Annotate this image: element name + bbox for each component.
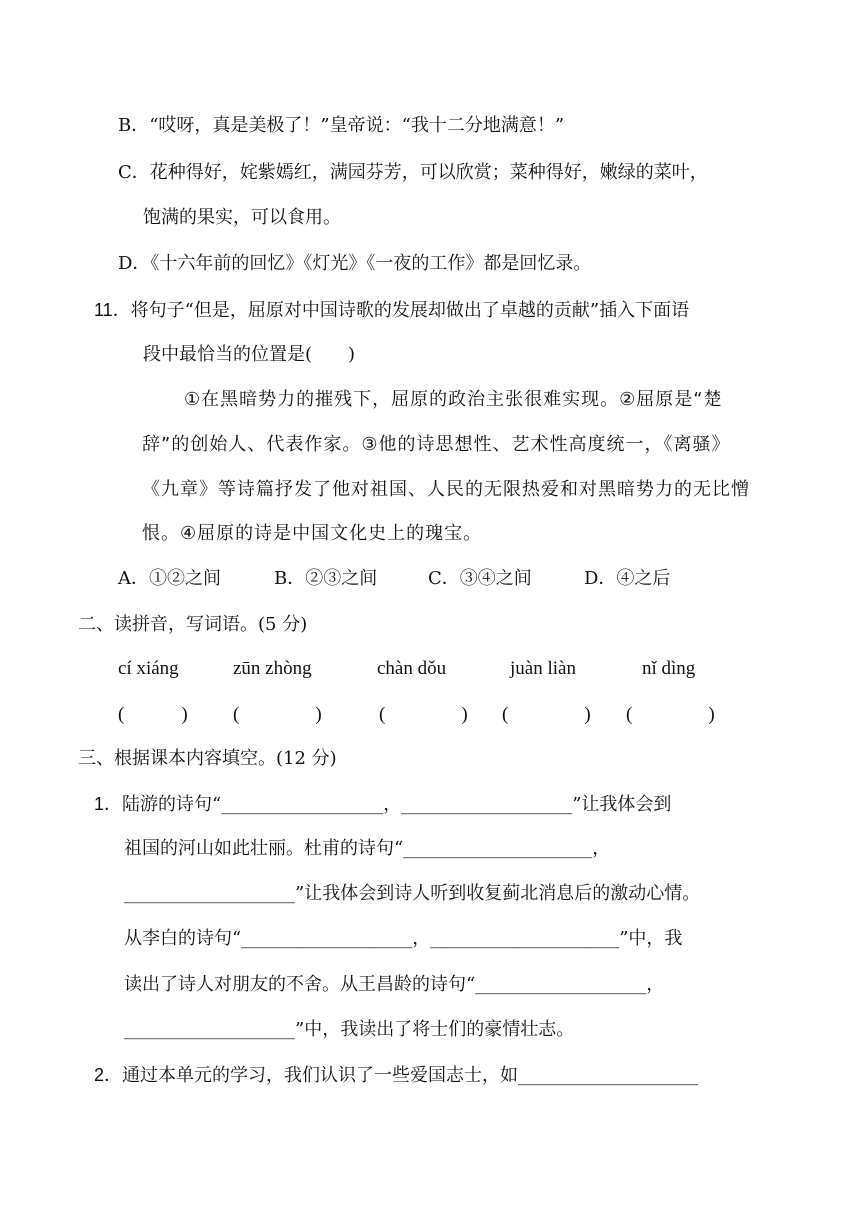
q11-option-c: C．③④之间 bbox=[428, 568, 532, 589]
s3-q1-number: 1 bbox=[94, 794, 105, 814]
s3-q2-number: 2 bbox=[94, 1065, 105, 1085]
pinyin-item: chàn dǒu bbox=[377, 658, 447, 679]
answer-blank[interactable]: ( ) bbox=[233, 704, 322, 725]
answer-blank[interactable]: ( ) bbox=[379, 704, 468, 725]
q11-option-b: B．②③之间 bbox=[274, 568, 378, 589]
q11-option-a: A．①②之间 bbox=[118, 568, 221, 589]
q10-option-b: B．“哎呀，真是美极了！”皇帝说：“我十二分地满意！” bbox=[118, 115, 565, 136]
q11-stem-line1 bbox=[94, 297, 689, 324]
q11-passage-line: 《九章》等诗篇抒发了他对祖国、人民的无限热爱和对黑暗势力的无比憎 bbox=[142, 479, 750, 500]
s3-q2-line bbox=[94, 1062, 698, 1089]
q11-stem-text: ．将句子“但是，屈原对中国诗歌的发展却做出了卓越的贡献”插入下面语 bbox=[112, 300, 690, 321]
s3-q1-line: ___________________”让我体会到诗人听到收复蓟北消息后的激动心情。 bbox=[124, 883, 701, 904]
answer-blank[interactable]: ( ) bbox=[626, 704, 715, 725]
q11-stem-line2: 段中最恰当的位置是( ) bbox=[143, 344, 356, 365]
q10-option-c-line2: 饱满的果实，可以食用。 bbox=[143, 207, 341, 228]
section3-title: 三、根据课本内容填空。(12 分) bbox=[78, 748, 337, 769]
s3-q1-line: 从李白的诗句“___________________，_____________________”中，我 bbox=[124, 928, 683, 949]
q11-passage-line: ①在黑暗势力的摧残下，屈原的政治主张很难实现。②屈原是“楚 bbox=[184, 389, 723, 410]
q11-passage-line: 恨。④屈原的诗是中国文化史上的瑰宝。 bbox=[142, 523, 483, 544]
s3-q1-line: ___________________”中，我读出了将士们的豪情壮志。 bbox=[124, 1019, 575, 1040]
s3-q2-text: ．通过本单元的学习，我们认识了一些爱国志士，如____________________ bbox=[104, 1065, 699, 1086]
s3-q1-line: 祖国的河山如此壮丽。杜甫的诗句“_____________________， bbox=[124, 838, 611, 859]
q10-option-c-line1: C．花种得好，姹紫嫣红，满园芬芳，可以欣赏；菜种得好，嫩绿的菜叶， bbox=[118, 162, 708, 183]
q11-number: 11 bbox=[94, 300, 113, 320]
pinyin-item: juàn liàn bbox=[510, 658, 576, 679]
s3-q1-line1 bbox=[94, 791, 671, 818]
pinyin-item: nǐ dìng bbox=[642, 658, 696, 679]
q10-option-d: D．《十六年前的回忆》《灯光》《一夜的工作》都是回忆录。 bbox=[118, 253, 592, 274]
s3-q1-line: 读出了诗人对朋友的不舍。从王昌龄的诗句“___________________， bbox=[124, 974, 665, 995]
s3-q1-text: ．陆游的诗句“__________________，___________________”让我体会到 bbox=[104, 794, 672, 815]
pinyin-item: cí xiáng bbox=[118, 658, 179, 679]
q11-passage-line: 辞”的创始人、代表作家。③他的诗思想性、艺术性高度统一，《离骚》 bbox=[142, 434, 731, 455]
section2-title: 二、读拼音，写词语。(5 分) bbox=[78, 614, 308, 635]
q11-option-d: D．④之后 bbox=[584, 568, 671, 589]
answer-blank[interactable]: ( ) bbox=[118, 704, 188, 725]
pinyin-item: zūn zhòng bbox=[233, 658, 312, 679]
answer-blank[interactable]: ( ) bbox=[502, 704, 591, 725]
